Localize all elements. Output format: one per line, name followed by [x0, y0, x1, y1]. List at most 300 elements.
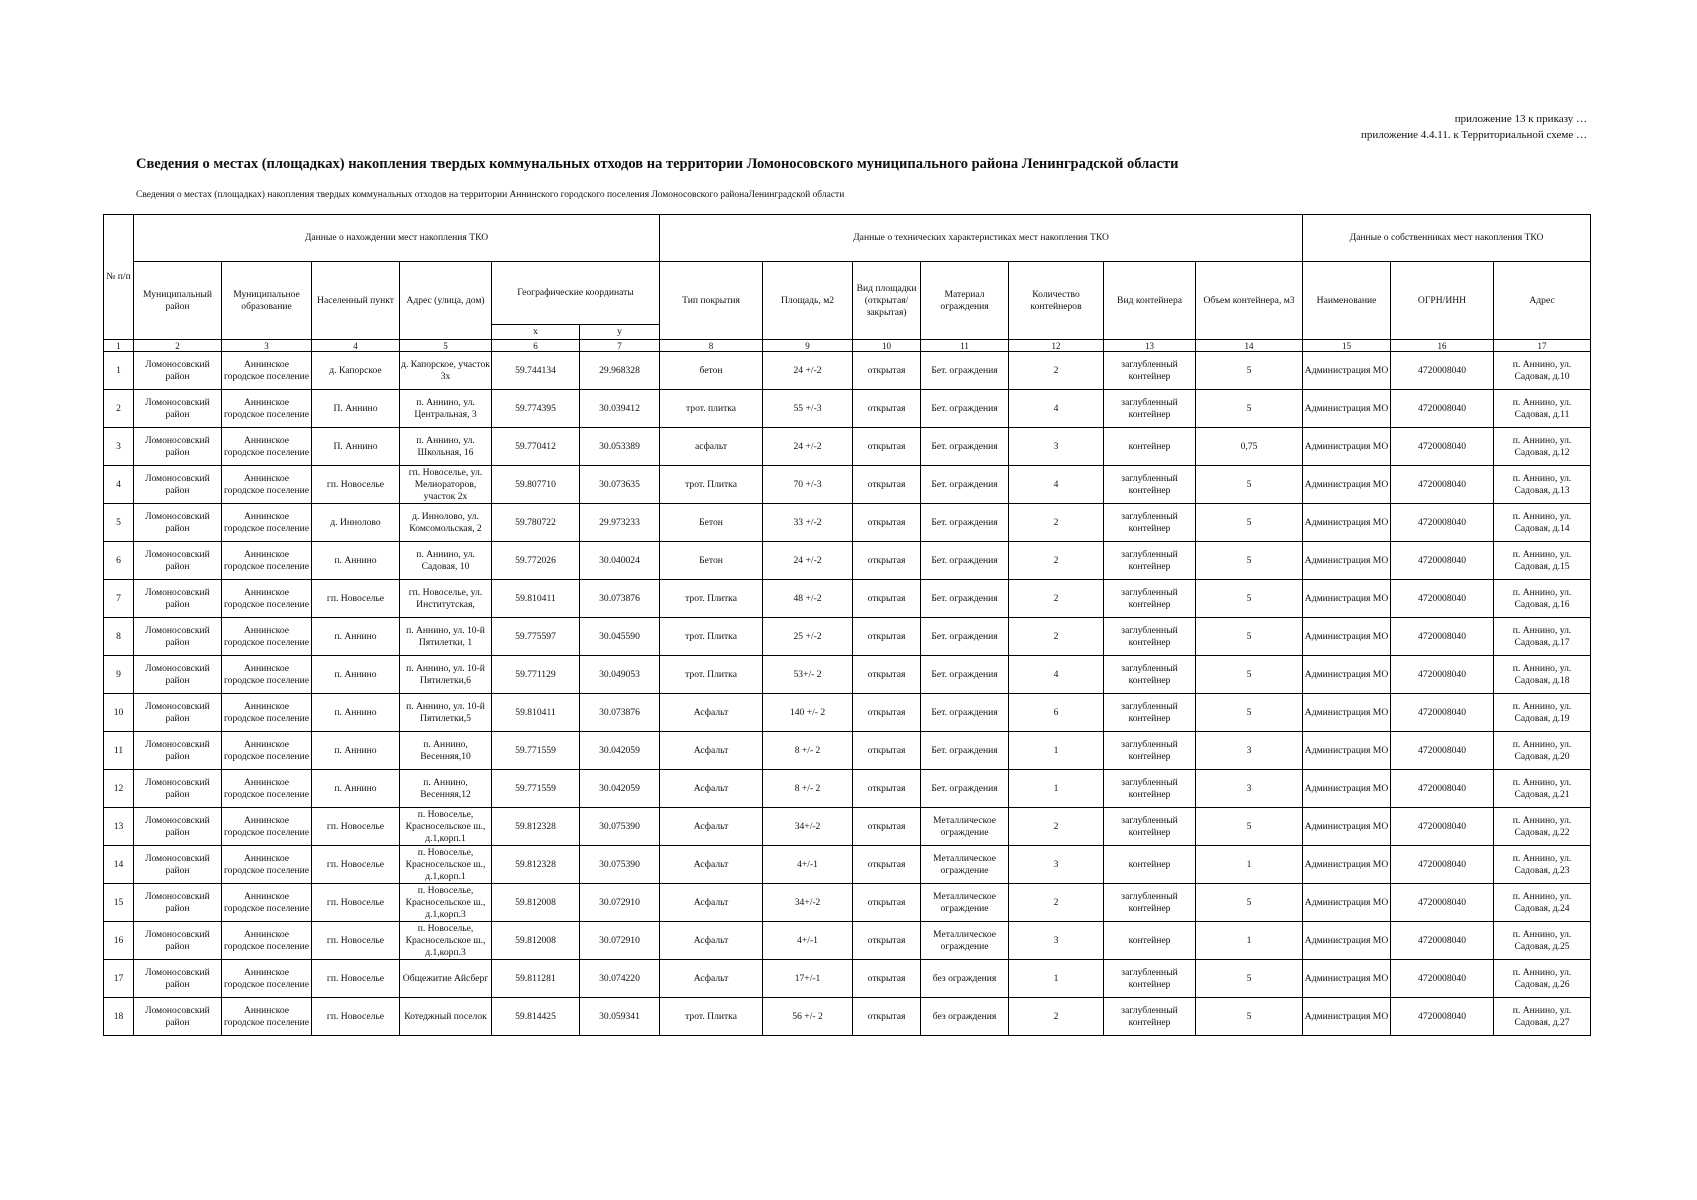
cell-text: п. Аннино, ул. Садовая, д.10 — [1512, 358, 1572, 382]
cell-text: 5 — [1246, 668, 1252, 680]
cell-text: 5 — [1246, 554, 1252, 566]
cell-owner-ogrn-inn — [1391, 656, 1494, 694]
cell-municipality — [222, 580, 312, 618]
cell-site-type — [853, 884, 921, 922]
cell-text: 30.075390 — [599, 820, 640, 832]
cell-coord-y — [580, 770, 660, 808]
cell-text: заглубленный контейнер — [1121, 662, 1178, 686]
col-header: ОГРН/ИНН — [1391, 262, 1494, 340]
cell-text: заглубленный контейнер — [1121, 890, 1178, 914]
cell-municipality — [222, 504, 312, 542]
cell-text: Администрация МО — [1304, 402, 1389, 414]
cell-address — [400, 656, 492, 694]
cell-text: заглубленный контейнер — [1121, 966, 1178, 990]
cell-address — [400, 960, 492, 998]
cell-container-volume — [1196, 390, 1303, 428]
cell-fence-material — [921, 390, 1009, 428]
cell-text: трот. Плитка — [685, 478, 737, 490]
cell-municipality — [222, 352, 312, 390]
cell-coord-x — [492, 656, 580, 694]
cell-text: д. Капорское — [329, 364, 382, 376]
cell-text: 59.810411 — [515, 706, 556, 718]
cell-coord-y — [580, 466, 660, 504]
cell-row-number — [104, 352, 134, 390]
cell-text: 59.810411 — [515, 592, 556, 604]
cell-container-count — [1009, 808, 1104, 846]
cell-container-type — [1104, 542, 1196, 580]
column-number: 14 — [1196, 340, 1303, 352]
cell-text: Администрация МО — [1304, 744, 1389, 756]
cell-text: Администрация МО — [1304, 1010, 1389, 1022]
cell-owner-address — [1494, 504, 1591, 542]
cell-text: трот. Плитка — [685, 630, 737, 642]
cell-area — [763, 580, 853, 618]
cell-site-type — [853, 770, 921, 808]
cell-area — [763, 390, 853, 428]
cell-settlement — [312, 960, 400, 998]
table-row — [104, 504, 1591, 542]
cell-coord-x — [492, 808, 580, 846]
cell-text: 55 +/-3 — [793, 402, 822, 414]
cell-text: заглубленный контейнер — [1121, 586, 1178, 610]
cell-address — [400, 428, 492, 466]
cell-text: 4720008040 — [1418, 1010, 1467, 1022]
table-row — [104, 580, 1591, 618]
cell-text: Аннинское городское поселение — [223, 700, 310, 724]
cell-container-type — [1104, 580, 1196, 618]
cell-text: заглубленный контейнер — [1121, 700, 1178, 724]
cell-fence-material — [921, 808, 1009, 846]
cell-text: Асфальт — [693, 744, 729, 756]
cell-row-number — [104, 428, 134, 466]
cell-text: 3 — [1053, 934, 1059, 946]
cell-district — [134, 352, 222, 390]
cell-text: Бет. ограждения — [931, 516, 998, 528]
cell-address — [400, 884, 492, 922]
cell-text: Аннинское городское поселение — [223, 662, 310, 686]
cell-text: Ломоносовский район — [145, 548, 210, 572]
cell-text: Аннинское городское поселение — [223, 966, 310, 990]
cell-municipality — [222, 922, 312, 960]
cell-container-volume — [1196, 694, 1303, 732]
cell-text: 59.775597 — [515, 630, 556, 642]
cell-text: Ломоносовский район — [145, 510, 210, 534]
cell-text: открытая — [867, 706, 906, 718]
cell-text: трот. Плитка — [685, 592, 737, 604]
table-row — [104, 732, 1591, 770]
cell-owner-ogrn-inn — [1391, 618, 1494, 656]
cell-text: Бет. ограждения — [931, 592, 998, 604]
cell-municipality — [222, 884, 312, 922]
cell-text: Администрация МО — [1304, 668, 1389, 680]
cell-container-count — [1009, 770, 1104, 808]
cell-text: заглубленный контейнер — [1121, 776, 1178, 800]
cell-owner-name — [1303, 428, 1391, 466]
cell-municipality — [222, 618, 312, 656]
cell-text: без ограждения — [932, 1010, 997, 1022]
cell-text: 17+/-1 — [794, 972, 821, 984]
col-header: Наименование — [1303, 262, 1391, 340]
table-row — [104, 998, 1591, 1036]
cell-text: Аннинское городское поселение — [223, 396, 310, 420]
cell-text: Ломоносовский район — [145, 396, 210, 420]
cell-text: 25 +/-2 — [793, 630, 822, 642]
cell-text: гп. Новоселье — [326, 592, 385, 604]
cell-container-volume — [1196, 732, 1303, 770]
cell-text: 5 — [1246, 706, 1252, 718]
cell-container-count — [1009, 998, 1104, 1036]
cell-container-type — [1104, 352, 1196, 390]
cell-settlement — [312, 998, 400, 1036]
cell-text: 4+/-1 — [797, 934, 818, 946]
column-number: 3 — [222, 340, 312, 352]
cell-text: заглубленный контейнер — [1121, 738, 1178, 762]
cell-owner-ogrn-inn — [1391, 466, 1494, 504]
cell-municipality — [222, 998, 312, 1036]
cell-owner-name — [1303, 352, 1391, 390]
cell-text: п. Аннино — [334, 782, 377, 794]
cell-text: п. Аннино, ул. Садовая, д.22 — [1512, 814, 1572, 838]
cell-owner-name — [1303, 656, 1391, 694]
cell-surface-type — [660, 998, 763, 1036]
cell-container-count — [1009, 466, 1104, 504]
cell-owner-ogrn-inn — [1391, 542, 1494, 580]
cell-fence-material — [921, 504, 1009, 542]
cell-address — [400, 390, 492, 428]
cell-text: 29.973233 — [599, 516, 640, 528]
cell-municipality — [222, 466, 312, 504]
cell-text: п. Аннино — [334, 630, 377, 642]
cell-text: 1 — [1053, 782, 1059, 794]
cell-text: 11 — [113, 744, 124, 756]
cell-text: Аннинское городское поселение — [223, 510, 310, 534]
cell-area — [763, 960, 853, 998]
cell-district — [134, 466, 222, 504]
cell-text: заглубленный контейнер — [1121, 472, 1178, 496]
cell-text: п. Аннино, ул. Садовая, д.27 — [1512, 1004, 1572, 1028]
cell-text: п. Аннино, ул. 10-й Пятилетки,6 — [406, 662, 485, 686]
cell-text: Аннинское городское поселение — [223, 814, 310, 838]
cell-owner-ogrn-inn — [1391, 580, 1494, 618]
cell-text: бетон — [699, 364, 723, 376]
cell-coord-x — [492, 694, 580, 732]
cell-text: 5 — [1246, 1010, 1252, 1022]
cell-text: 5 — [1246, 896, 1252, 908]
cell-container-count — [1009, 846, 1104, 884]
cell-row-number — [104, 846, 134, 884]
column-number: 4 — [312, 340, 400, 352]
cell-text: п. Аннино, ул. Садовая, д.25 — [1512, 928, 1572, 952]
cell-text: 3 — [116, 440, 121, 452]
cell-municipality — [222, 694, 312, 732]
cell-surface-type — [660, 808, 763, 846]
cell-text: 24 +/-2 — [793, 554, 822, 566]
cell-text: Асфальт — [693, 706, 729, 718]
cell-owner-address — [1494, 770, 1591, 808]
cell-owner-ogrn-inn — [1391, 960, 1494, 998]
cell-text: 3 — [1246, 744, 1252, 756]
cell-surface-type — [660, 428, 763, 466]
cell-area — [763, 618, 853, 656]
cell-text: Ломоносовский район — [145, 890, 210, 914]
cell-text: 30.045590 — [599, 630, 640, 642]
cell-surface-type — [660, 732, 763, 770]
cell-text: п. Аннино, ул. Садовая, д.11 — [1512, 396, 1572, 420]
cell-owner-ogrn-inn — [1391, 504, 1494, 542]
cell-text: 5 — [1246, 478, 1252, 490]
cell-text: 59.771559 — [515, 744, 556, 756]
column-number: 1 — [104, 340, 134, 352]
cell-container-type — [1104, 656, 1196, 694]
cell-text: Металлическое ограждение — [933, 890, 996, 914]
cell-owner-name — [1303, 808, 1391, 846]
cell-owner-ogrn-inn — [1391, 884, 1494, 922]
cell-surface-type — [660, 504, 763, 542]
cell-fence-material — [921, 352, 1009, 390]
cell-text: 5 — [1246, 820, 1252, 832]
cell-fence-material — [921, 542, 1009, 580]
cell-text: Ломоносовский район — [145, 1004, 210, 1028]
column-number: 16 — [1391, 340, 1494, 352]
cell-owner-name — [1303, 390, 1391, 428]
cell-district — [134, 922, 222, 960]
cell-fence-material — [921, 732, 1009, 770]
cell-container-type — [1104, 732, 1196, 770]
cell-owner-address — [1494, 428, 1591, 466]
table-row — [104, 846, 1591, 884]
cell-container-volume — [1196, 428, 1303, 466]
cell-text: 30.075390 — [599, 858, 640, 870]
cell-container-type — [1104, 846, 1196, 884]
cell-settlement — [312, 922, 400, 960]
cell-row-number — [104, 656, 134, 694]
column-number: 7 — [580, 340, 660, 352]
cell-coord-y — [580, 542, 660, 580]
cell-fence-material — [921, 770, 1009, 808]
cell-text: Администрация МО — [1304, 440, 1389, 452]
cell-text: 4720008040 — [1418, 440, 1467, 452]
cell-district — [134, 770, 222, 808]
cell-site-type — [853, 504, 921, 542]
cell-text: п. Аннино, ул. Садовая, д.26 — [1512, 966, 1572, 990]
column-number: 9 — [763, 340, 853, 352]
cell-settlement — [312, 732, 400, 770]
cell-container-volume — [1196, 808, 1303, 846]
col-header-coordinates: Географические координаты — [492, 262, 660, 325]
cell-fence-material — [921, 580, 1009, 618]
col-header: Вид площадки (открытая/закрытая) — [853, 262, 921, 340]
cell-text: 2 — [1053, 554, 1059, 566]
cell-text: 59.812008 — [515, 896, 556, 908]
cell-municipality — [222, 656, 312, 694]
cell-container-volume — [1196, 998, 1303, 1036]
cell-area — [763, 846, 853, 884]
cell-owner-address — [1494, 694, 1591, 732]
cell-text: Бет. ограждения — [931, 668, 998, 680]
cell-text: 30.059341 — [599, 1010, 640, 1022]
cell-site-type — [853, 542, 921, 580]
cell-container-type — [1104, 466, 1196, 504]
cell-coord-x — [492, 390, 580, 428]
cell-settlement — [312, 580, 400, 618]
column-number-row — [104, 340, 1591, 352]
cell-district — [134, 580, 222, 618]
cell-district — [134, 732, 222, 770]
cell-container-type — [1104, 884, 1196, 922]
cell-address — [400, 770, 492, 808]
cell-text: 4 — [1053, 668, 1059, 680]
cell-text: п. Новоселье, Красносельское ш., д.1,корп.1 — [405, 846, 486, 882]
col-header: Материал ограждения — [921, 262, 1009, 340]
cell-owner-address — [1494, 998, 1591, 1036]
column-number: 8 — [660, 340, 763, 352]
cell-site-type — [853, 732, 921, 770]
cell-text: Администрация МО — [1304, 364, 1389, 376]
cell-text: 6 — [116, 554, 121, 566]
cell-text: Администрация МО — [1304, 782, 1389, 794]
cell-site-type — [853, 694, 921, 732]
cell-fence-material — [921, 922, 1009, 960]
cell-text: Бет. ограждения — [931, 364, 998, 376]
cell-text: 14 — [113, 858, 124, 870]
cell-text: открытая — [867, 630, 906, 642]
cell-container-type — [1104, 922, 1196, 960]
cell-text: 6 — [1053, 706, 1059, 718]
cell-owner-name — [1303, 884, 1391, 922]
cell-coord-y — [580, 428, 660, 466]
cell-text: Асфальт — [693, 858, 729, 870]
cell-container-count — [1009, 884, 1104, 922]
cell-settlement — [312, 352, 400, 390]
cell-address — [400, 694, 492, 732]
cell-text: Администрация МО — [1304, 630, 1389, 642]
cell-container-type — [1104, 960, 1196, 998]
cell-text: 24 +/-2 — [793, 440, 822, 452]
cell-text: открытая — [867, 744, 906, 756]
group-header-technical: Данные о технических характеристиках мест накопления ТКО — [660, 215, 1303, 262]
cell-text: 1 — [1246, 934, 1252, 946]
cell-settlement — [312, 542, 400, 580]
cell-address — [400, 352, 492, 390]
column-number: 13 — [1104, 340, 1196, 352]
cell-area — [763, 884, 853, 922]
cell-surface-type — [660, 922, 763, 960]
cell-container-type — [1104, 694, 1196, 732]
cell-coord-x — [492, 960, 580, 998]
cell-owner-name — [1303, 732, 1391, 770]
cell-text: гп. Новоселье — [326, 934, 385, 946]
cell-container-count — [1009, 960, 1104, 998]
cell-text: 4720008040 — [1418, 630, 1467, 642]
cell-surface-type — [660, 960, 763, 998]
cell-text: Бет. ограждения — [931, 706, 998, 718]
cell-text: 7 — [116, 592, 121, 604]
cell-text: 34+/-2 — [794, 896, 821, 908]
cell-text: гп. Новоселье, ул. Мелиораторов, участок 2х — [408, 466, 483, 502]
cell-site-type — [853, 466, 921, 504]
cell-coord-x — [492, 542, 580, 580]
cell-coord-x — [492, 846, 580, 884]
cell-text: открытая — [867, 516, 906, 528]
cell-area — [763, 428, 853, 466]
cell-text: 4720008040 — [1418, 364, 1467, 376]
cell-text: открытая — [867, 972, 906, 984]
column-number: 2 — [134, 340, 222, 352]
cell-owner-address — [1494, 656, 1591, 694]
cell-text: п. Аннино, ул. Садовая, 10 — [416, 548, 475, 572]
table-row — [104, 922, 1591, 960]
cell-text: Администрация МО — [1304, 934, 1389, 946]
cell-owner-address — [1494, 884, 1591, 922]
cell-text: Ломоносовский район — [145, 472, 210, 496]
cell-coord-y — [580, 504, 660, 542]
cell-text: гп. Новоселье — [326, 478, 385, 490]
cell-coord-x — [492, 504, 580, 542]
cell-settlement — [312, 428, 400, 466]
cell-text: п. Аннино — [334, 744, 377, 756]
cell-text: 4720008040 — [1418, 972, 1467, 984]
cell-text: Асфальт — [693, 820, 729, 832]
cell-district — [134, 998, 222, 1036]
cell-surface-type — [660, 884, 763, 922]
cell-container-count — [1009, 618, 1104, 656]
cell-text: Ломоносовский район — [145, 434, 210, 458]
cell-text: Аннинское городское поселение — [223, 548, 310, 572]
cell-text: п. Аннино, ул. Садовая, д.17 — [1512, 624, 1572, 648]
cell-owner-address — [1494, 732, 1591, 770]
cell-coord-y — [580, 732, 660, 770]
cell-container-volume — [1196, 884, 1303, 922]
cell-address — [400, 542, 492, 580]
cell-text: Ломоносовский район — [145, 966, 210, 990]
col-header: Вид контейнера — [1104, 262, 1196, 340]
cell-text: заглубленный контейнер — [1121, 814, 1178, 838]
cell-municipality — [222, 846, 312, 884]
cell-district — [134, 960, 222, 998]
cell-container-type — [1104, 428, 1196, 466]
cell-text: трот. плитка — [685, 402, 737, 414]
cell-coord-y — [580, 998, 660, 1036]
cell-site-type — [853, 580, 921, 618]
cell-text: 8 +/- 2 — [794, 782, 821, 794]
cell-address — [400, 618, 492, 656]
annex-notes — [1361, 111, 1587, 143]
cell-text: 1 — [1246, 858, 1252, 870]
cell-text: 59.814425 — [515, 1010, 556, 1022]
cell-owner-name — [1303, 504, 1391, 542]
cell-text: открытая — [867, 592, 906, 604]
document-subtitle: Сведения о местах (площадках) накопления твердых коммунальных отходов на территории Аннинского городского поселения Ломоносовского районаЛенинградской области — [136, 190, 845, 200]
cell-coord-x — [492, 884, 580, 922]
cell-surface-type — [660, 846, 763, 884]
cell-text: 59.812008 — [515, 934, 556, 946]
cell-text: 10 — [113, 706, 124, 718]
cell-coord-y — [580, 390, 660, 428]
cell-settlement — [312, 466, 400, 504]
cell-owner-name — [1303, 580, 1391, 618]
cell-coord-x — [492, 770, 580, 808]
cell-container-volume — [1196, 504, 1303, 542]
cell-owner-name — [1303, 960, 1391, 998]
cell-text: п. Аннино, ул. Садовая, д.18 — [1512, 662, 1572, 686]
cell-text: гп. Новоселье — [326, 896, 385, 908]
cell-text: 2 — [1053, 820, 1059, 832]
cell-text: 30.042059 — [599, 744, 640, 756]
cell-text: 70 +/-3 — [793, 478, 822, 490]
cell-container-volume — [1196, 580, 1303, 618]
cell-text: открытая — [867, 402, 906, 414]
cell-text: п. Аннино, ул. Садовая, д.24 — [1512, 890, 1572, 914]
